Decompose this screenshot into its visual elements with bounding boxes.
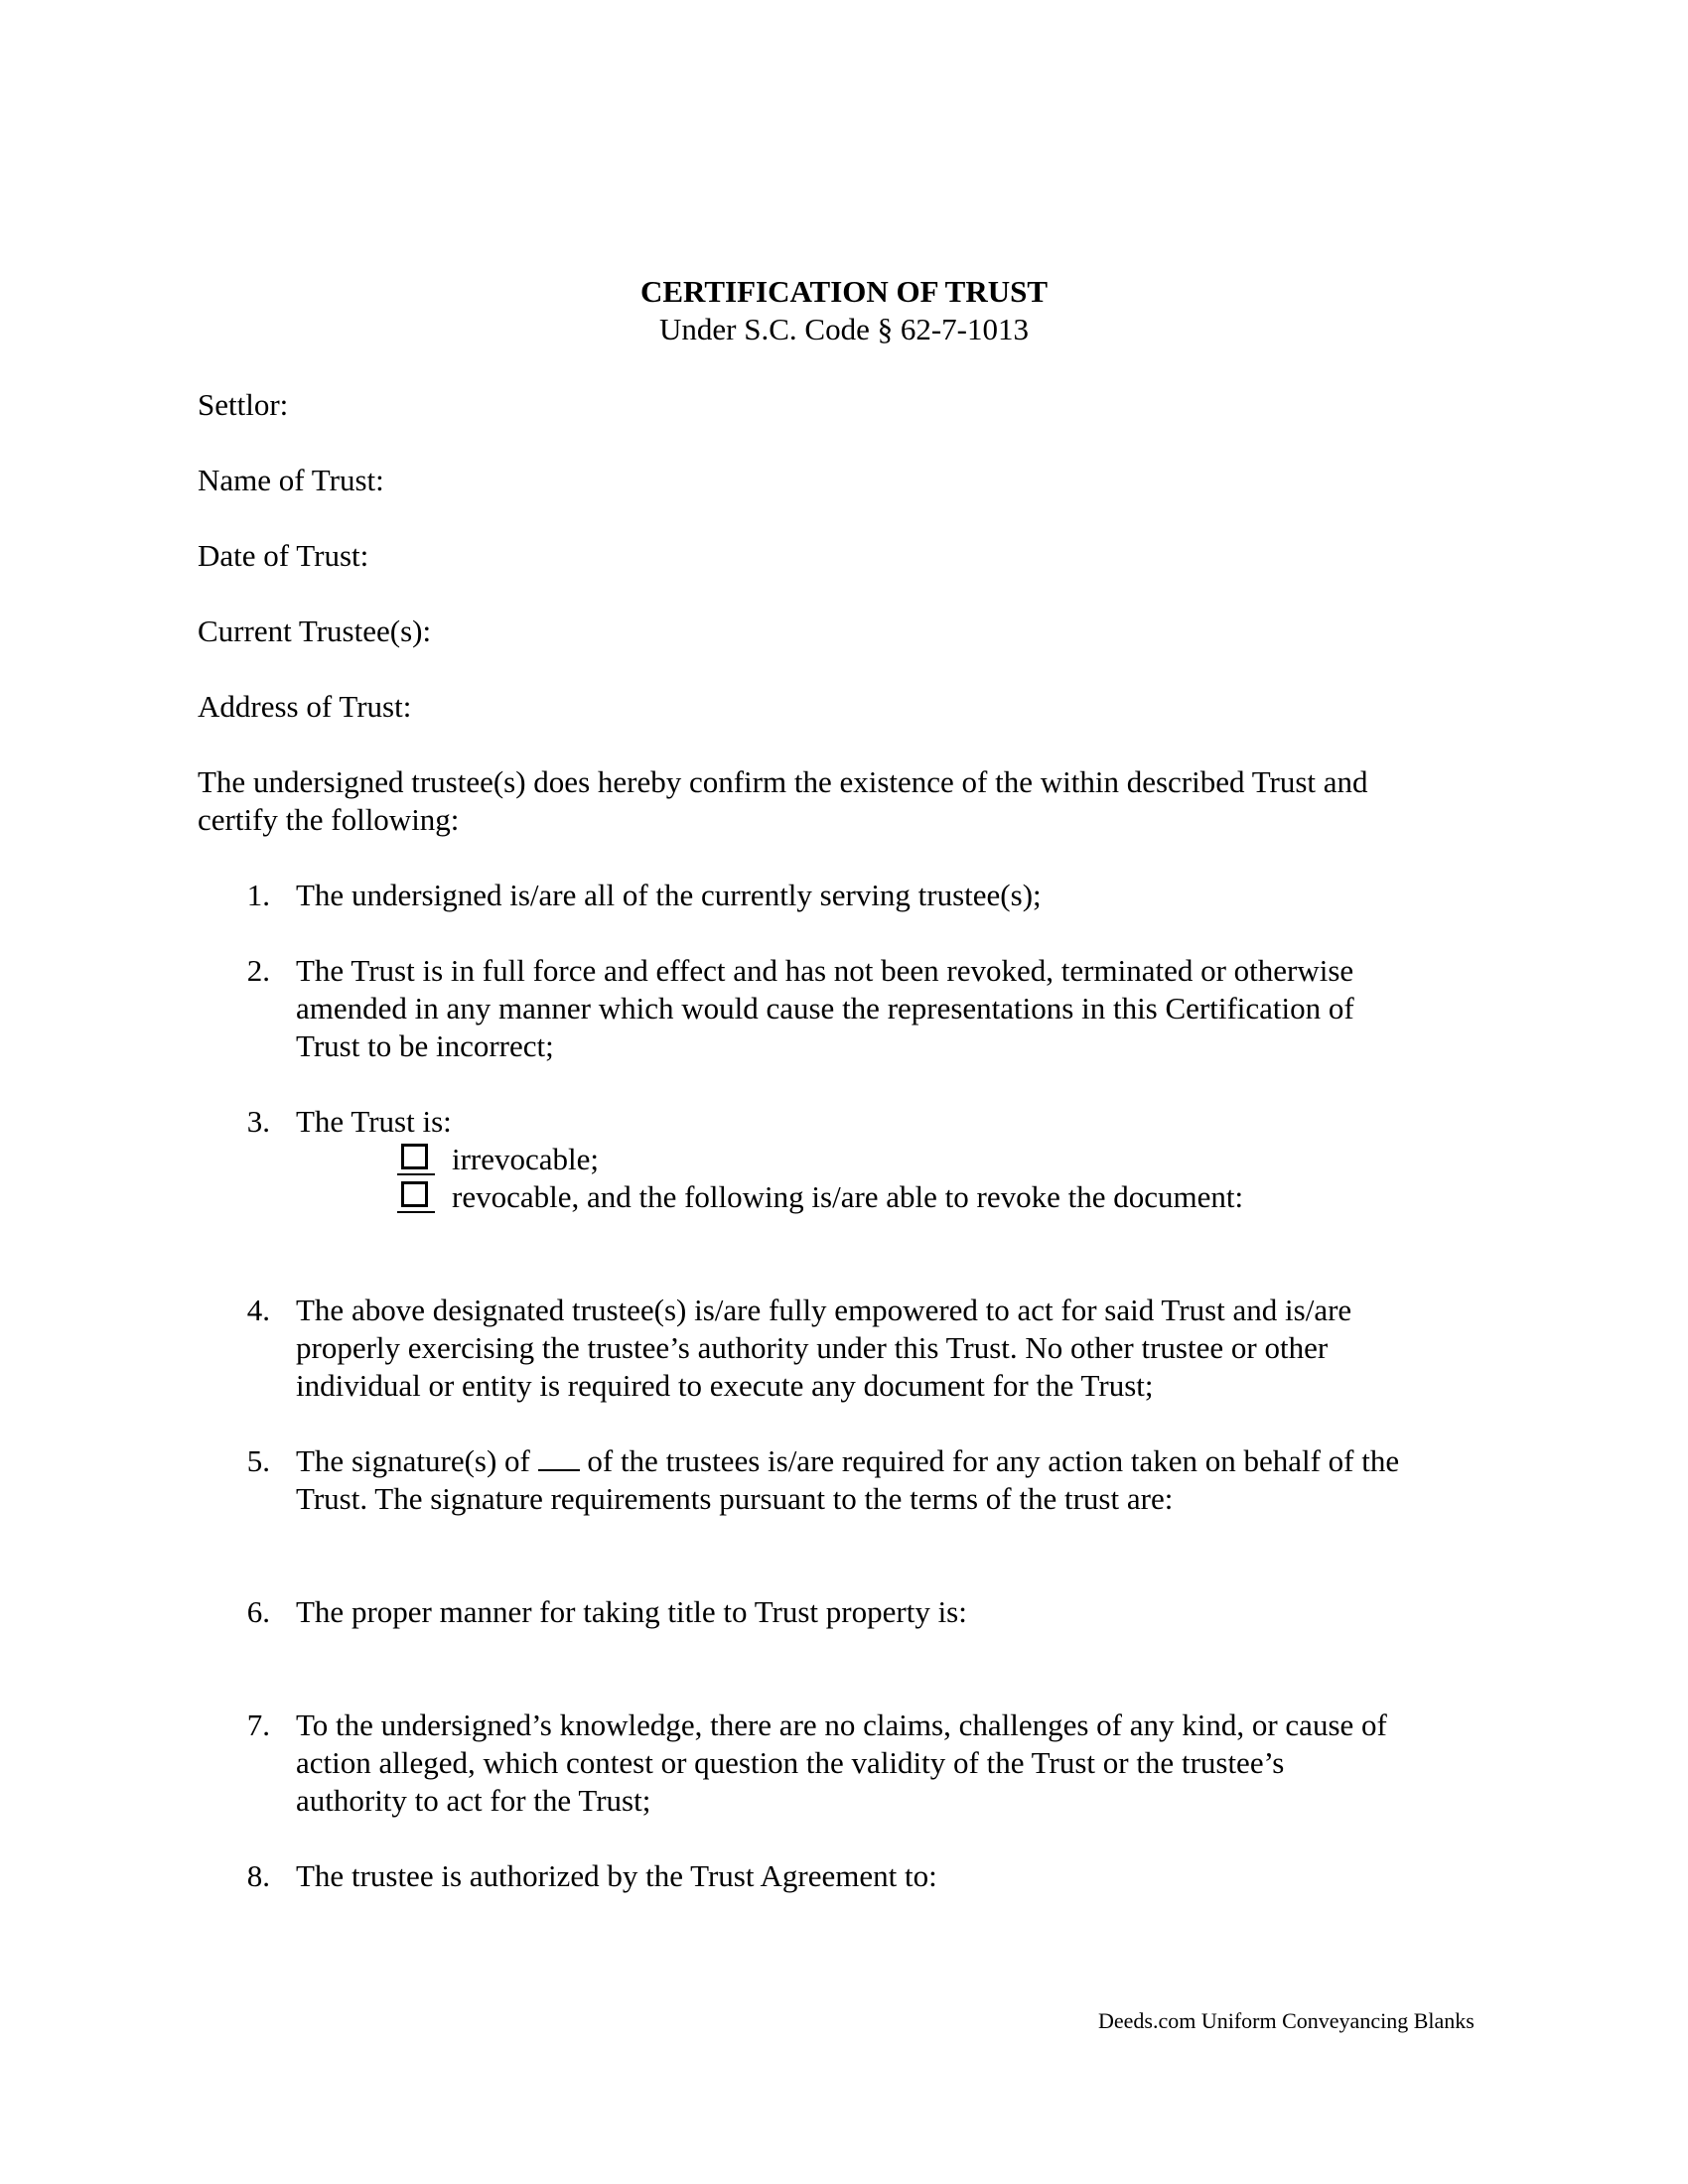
item-1-text: The undersigned is/are all of the currently serving trustee(s);: [296, 878, 1042, 912]
irrevocable-checkbox[interactable]: [397, 1142, 435, 1175]
revocable-label: revocable, and the following is/are able to revoke the document:: [452, 1179, 1244, 1214]
item-2-number: 2.: [246, 953, 270, 988]
item-5-line-1: [296, 1442, 1399, 1480]
item-5-line-1-end: of the trustees is/are required for any action taken on behalf of the: [587, 1443, 1400, 1478]
item-6-text: The proper manner for taking title to Trust property is:: [296, 1594, 967, 1629]
date-of-trust-label: Date of Trust:: [198, 538, 369, 573]
item-4-line-3: individual or entity is required to execute any document for the Trust;: [296, 1368, 1154, 1403]
item-4-line-2: properly exercising the trustee’s authority under this Trust. No other trustee or other: [296, 1330, 1329, 1365]
address-of-trust-label: Address of Trust:: [198, 689, 412, 724]
item-3-number: 3.: [246, 1104, 270, 1139]
intro-line-1: The undersigned trustee(s) does hereby confirm the existence of the within described Trust and: [198, 764, 1368, 799]
item-7-line-1: To the undersigned’s knowledge, there are no claims, challenges of any kind, or cause of: [296, 1707, 1387, 1742]
item-5-line-2: Trust. The signature requirements pursuant to the terms of the trust are:: [296, 1481, 1174, 1516]
item-8-number: 8.: [246, 1858, 270, 1893]
signature-count-blank[interactable]: [538, 1443, 580, 1471]
item-7-line-2: action alleged, which contest or question the validity of the Trust or the trustee’s: [296, 1745, 1285, 1780]
item-5-line-1-start: The signature(s) of: [296, 1443, 530, 1478]
footer-text: Deeds.com Uniform Conveyancing Blanks: [1098, 2008, 1475, 2033]
item-7-number: 7.: [246, 1707, 270, 1742]
revocable-checkbox[interactable]: [397, 1179, 435, 1213]
item-4-number: 4.: [246, 1293, 270, 1327]
item-3-line-1: The Trust is:: [296, 1104, 452, 1139]
item-5-number: 5.: [246, 1443, 270, 1478]
item-2-line-2: amended in any manner which would cause the representations in this Certification of: [296, 991, 1354, 1025]
item-4-line-1: The above designated trustee(s) is/are fully empowered to act for said Trust and is/are: [296, 1293, 1352, 1327]
item-1-number: 1.: [246, 878, 270, 912]
name-of-trust-label: Name of Trust:: [198, 463, 384, 497]
item-2-line-3: Trust to be incorrect;: [296, 1028, 554, 1063]
intro-line-2: certify the following:: [198, 802, 460, 837]
item-8-text: The trustee is authorized by the Trust Agreement to:: [296, 1858, 937, 1893]
item-6-number: 6.: [246, 1594, 270, 1629]
document-subtitle: Under S.C. Code § 62-7-1013: [659, 312, 1029, 346]
irrevocable-label: irrevocable;: [452, 1142, 600, 1176]
current-trustees-label: Current Trustee(s):: [198, 614, 432, 648]
item-2-line-1: The Trust is in full force and effect and has not been revoked, terminated or otherwise: [296, 953, 1354, 988]
item-7-line-3: authority to act for the Trust;: [296, 1783, 651, 1818]
document-title: CERTIFICATION OF TRUST: [639, 274, 1049, 309]
settlor-label: Settlor:: [198, 387, 289, 422]
